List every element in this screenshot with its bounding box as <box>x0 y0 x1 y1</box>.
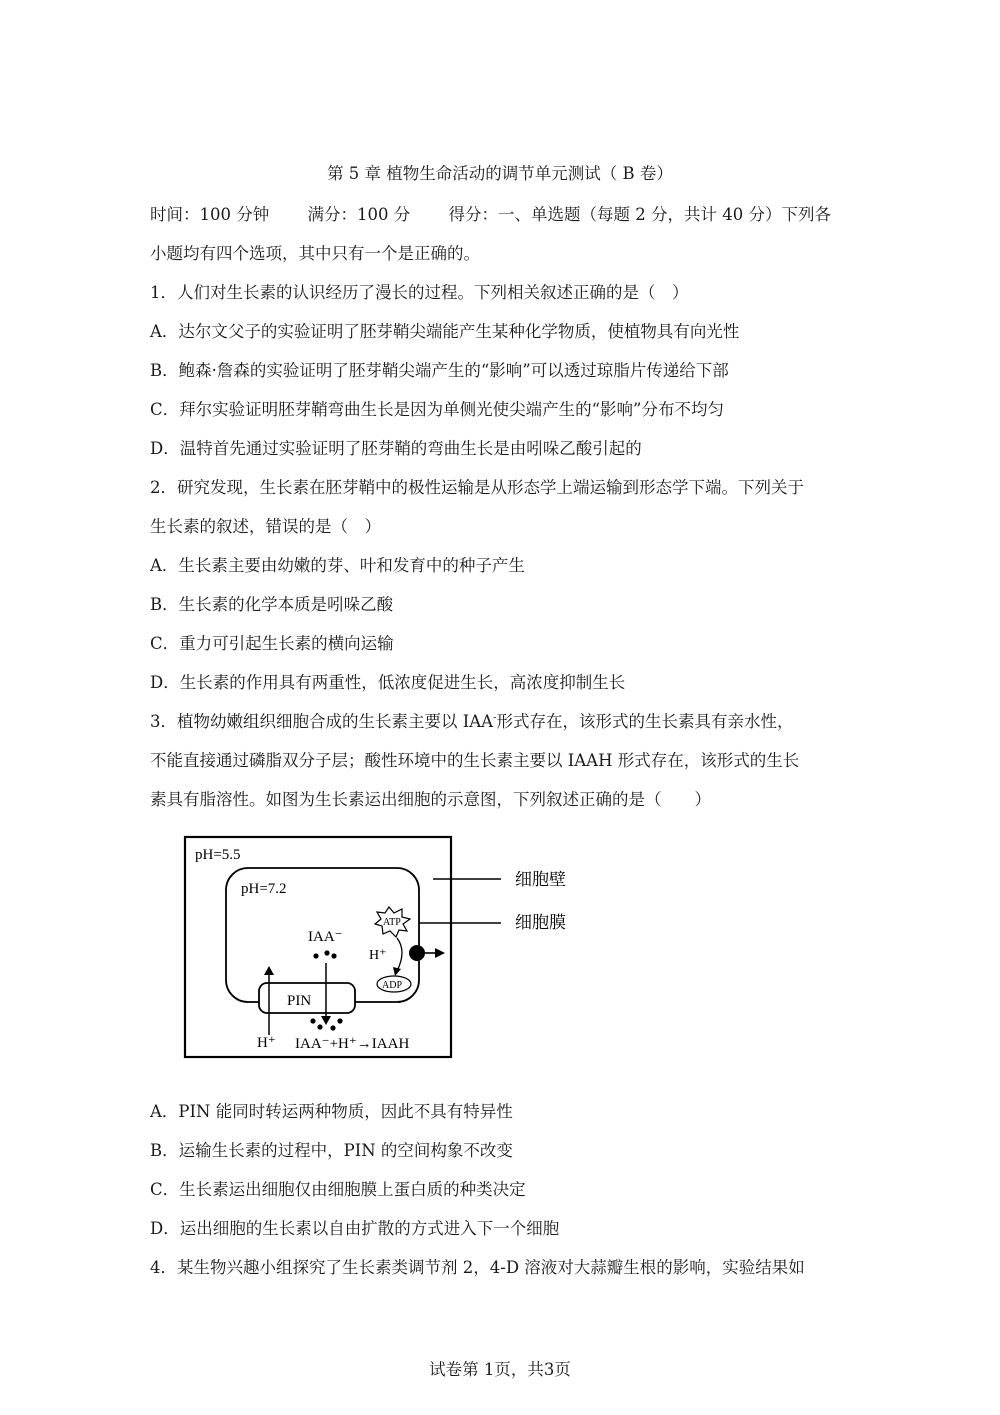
iaa-dot <box>310 1018 315 1023</box>
question-3-stem-cont: 不能直接通过磷脂双分子层；酸性环境中的生长素主要以 IAAH 形式存在，该形式的生长 <box>150 751 800 770</box>
question-1-option-c: C．拜尔实验证明胚芽鞘弯曲生长是因为单侧光使尖端产生的“影响”分布不均匀 <box>150 400 724 419</box>
iaa-dot <box>324 950 329 955</box>
cell-wall-label: 细胞壁 <box>515 870 566 889</box>
auxin-transport-diagram <box>183 835 583 1060</box>
section-instruction: 小题均有四个选项，其中只有一个是正确的。 <box>150 244 480 263</box>
question-3-stem <box>150 708 850 732</box>
atp-adp-arrow <box>397 938 402 971</box>
question-3-option-c: C．生长素运出细胞仅由细胞膜上蛋白质的种类决定 <box>150 1180 526 1199</box>
question-1-option-a: A．达尔文父子的实验证明了胚芽鞘尖端能产生某种化学物质，使植物具有向光性 <box>150 322 740 341</box>
iaa-dot <box>330 1025 335 1030</box>
question-2-option-d: D．生长素的作用具有两重性，低浓度促进生长，高浓度抑制生长 <box>150 673 626 692</box>
pin-label: PIN <box>287 993 312 1009</box>
question-1-stem: 1．人们对生长素的认识经历了漫长的过程。下列相关叙述正确的是（ ） <box>150 283 689 302</box>
question-1-option-b: B．鲍森·詹森的实验证明了胚芽鞘尖端产生的“影响”可以透过琼脂片传递给下部 <box>150 361 729 380</box>
question-4-stem: 4．某生物兴趣小组探究了生长素类调节剂 2，4-D 溶液对大蒜瓣生根的影响，实验结果如 <box>150 1258 805 1277</box>
question-2-option-a: A．生长素主要由幼嫩的芽、叶和发育中的种子产生 <box>150 556 525 575</box>
outer-frame <box>185 837 451 1057</box>
question-3-option-a: A．PIN 能同时转运两种物质，因此不具有特异性 <box>150 1102 513 1121</box>
question-2-option-b: B．生长素的化学本质是吲哚乙酸 <box>150 595 394 614</box>
iaa-dot <box>317 1024 322 1029</box>
pump-arrow-head <box>435 948 445 958</box>
atp-label: ATP <box>383 917 401 928</box>
question-2-option-c: C．重力可引起生长素的横向运输 <box>150 634 394 653</box>
question-2-stem-cont: 生长素的叙述，错误的是（ ） <box>150 517 381 536</box>
iaa-minus-label: IAA⁻ <box>308 929 343 945</box>
iaa-dot <box>337 1018 342 1023</box>
exam-info-line: 时间：100 分钟 满分：100 分 得分：一、单选题（每题 2 分，共计 40 分）下列各 <box>150 205 831 224</box>
question-3-option-d: D．运出细胞的生长素以自由扩散的方式进入下一个细胞 <box>150 1219 560 1238</box>
proton-pump-icon <box>409 945 425 961</box>
question-3-stem-post: 形式存在，该形式的生长素具有亲水性， <box>496 712 794 731</box>
iaa-export-arrow-head <box>321 1016 331 1025</box>
reaction-equation: IAA⁻+H⁺→IAAH <box>295 1036 410 1052</box>
atp-adp-arrow-head <box>393 967 401 976</box>
question-3-stem-pre: 3．植物幼嫩组织细胞合成的生长素主要以 IAA <box>150 712 494 731</box>
page-footer: 试卷第 1页，共3页 <box>429 1360 571 1379</box>
question-2-stem: 2．研究发现，生长素在胚芽鞘中的极性运输是从形态学上端运输到形态学下端。下列关于 <box>150 478 804 497</box>
question-3-stem-cont: 素具有脂溶性。如图为生长素运出细胞的示意图，下列叙述正确的是（ ） <box>150 790 711 809</box>
h-plus-bottom-label: H⁺ <box>257 1035 276 1051</box>
iaa-dot <box>331 953 336 958</box>
question-3-stem-sup: - <box>493 712 497 724</box>
cell-membrane-label: 细胞膜 <box>515 913 566 932</box>
h-plus-pump-label: H⁺ <box>369 948 387 963</box>
iaa-dot <box>313 953 318 958</box>
ph-outside-label: pH=5.5 <box>195 847 241 863</box>
question-3-option-b: B．运输生长素的过程中，PIN 的空间构象不改变 <box>150 1141 513 1160</box>
ph-inside-label: pH=7.2 <box>241 881 287 897</box>
h-plus-import-arrow-head <box>264 966 274 975</box>
adp-label: ADP <box>382 980 403 991</box>
question-1-option-d: D．温特首先通过实验证明了胚芽鞘的弯曲生长是由吲哚乙酸引起的 <box>150 439 642 458</box>
page-title: 第 5 章 植物生命活动的调节单元测试（ B 卷） <box>327 164 673 183</box>
